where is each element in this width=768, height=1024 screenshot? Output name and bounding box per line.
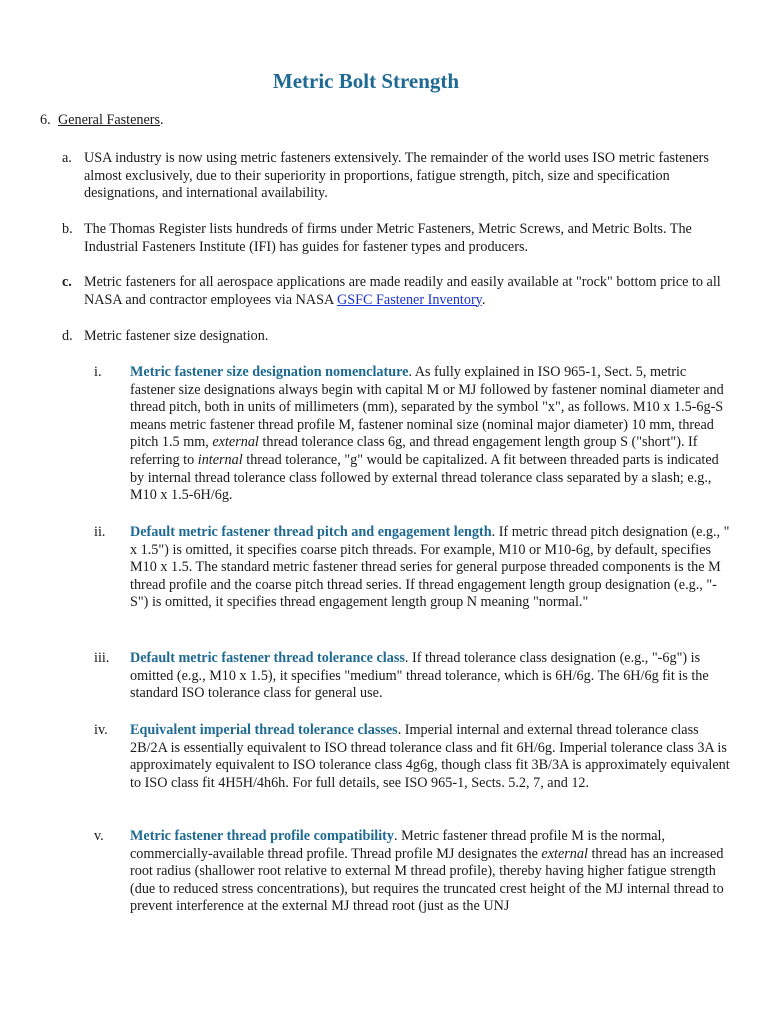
sub-item-text [130,828,734,916]
gsfc-fastener-inventory-link[interactable]: GSFC Fastener Inventory [336,291,482,308]
sub-item-text-part: . If thread tolerance class designation (e.g., "-6g") is omitted (e.g., M10 x 1.5), it specifies "medium" thread tolerance, which is 6H/6g. The 6H/6g fit is the standard ISO tolerance class for general use. [130,650,709,702]
sub-item-heading: Metric fastener thread profile compatibility [130,828,394,844]
sub-marker: i. [94,364,102,380]
sub-item-heading: Equivalent imperial thread tolerance classes [130,722,398,738]
sub-item-iii [94,650,734,703]
sub-item-text-part: . If metric thread pitch designation (e.g., " x 1.5") is omitted, it specifies coarse pitch threads. For example, M10 or M10-6g, by default, specifies M10 x 1.5. The standard metric fastener thread series for general purpose threaded components is the M thread profile and the coarse pitch thread series. If thread engagement length group designation (e.g., "-S") is omitted, it specifies thread engagement length group N meaning "normal." [130,524,730,611]
list-item-text-part: Metric fasteners for all aerospace applications are made readily and easily available at "rock" bottom price to all NASA and contractor employees via NASA [84,274,721,308]
sub-item-ii [94,524,734,612]
sub-item-text [130,524,734,612]
list-item-text: Metric fastener size designation. [84,328,269,344]
sub-item-i [94,364,734,505]
sub-item-text-part: . Imperial internal and external thread tolerance class 2B/2A is essentially equivalent to ISO thread tolerance class and fit 6H/6g. Imperial tolerance class 3A is approximately equivalent to ISO tolerance class 4g6g, though class fit 3B/3A is approximately equivalent to ISO class fit 4H5H/4h6h. For full details, see ISO 965-1, Sects. 5.2, 7, and 12. [130,722,730,791]
sub-marker: iii. [94,650,110,666]
list-marker: d. [62,328,73,344]
section-title: General Fasteners [58,112,161,128]
sub-item-heading: Default metric fastener thread tolerance class [130,650,405,666]
emphasis: external [541,845,588,862]
sub-item-text-part: . Metric fastener thread profile M is the normal, commercially-available thread profile. Thread profile MJ designates the [130,828,666,862]
sub-item-iv [94,722,734,792]
sub-item-text [130,722,734,792]
list-item-b [62,221,722,256]
list-item-c [62,274,722,309]
list-marker: c. [62,274,72,290]
sub-item-text [130,364,734,505]
emphasis: internal [197,451,243,468]
list-item-text: The Thomas Register lists hundreds of firms under Metric Fasteners, Metric Screws, and Metric Bolts. The Industrial Fasteners Institute (IFI) has guides for fastener types and producers. [84,221,692,255]
sub-item-text-part: . As fully explained in ISO 965-1, Sect. 5, metric fastener size designations always begin with capital M or MJ followed by fastener nominal diameter and thread pitch, both in units of millimeters (mm), separated by the symbol "x", as follows. M10 x 1.5-6g-S means metric fastener thread profile M, fastener nominal size (nominal major diameter) 10 mm, thread pitch 1.5 mm, [130,364,724,451]
sub-item-heading: Metric fastener size designation nomenclature [130,364,409,380]
sub-marker: ii. [94,524,106,540]
list-marker: a. [62,150,72,166]
sub-marker: iv. [94,722,108,738]
list-item-text-part: . [481,291,486,308]
list-marker: b. [62,221,73,237]
sub-item-text-part: thread tolerance class 6g, and thread engagement length group S ("short"). If referring to [130,434,698,468]
sub-item-v [94,828,734,916]
emphasis: external [212,434,259,451]
section-heading [40,112,164,130]
sub-item-text [130,650,734,703]
section-number: 6. [40,112,51,128]
page-title: Metric Bolt Strength [272,69,460,93]
sub-item-text-part: thread tolerance, "g" would be capitalized. A fit between threaded parts is indicated by internal thread tolerance class followed by external thread tolerance class separated by a slash; e.g., M10 x 1.5-6H/6g. [130,451,719,504]
list-item-d [62,328,722,346]
sub-item-text-part: thread has an increased root radius (shallower root relative to external M thread profile), thereby having higher fatigue strength (due to reduced stress concentrations), but requires the truncated crest height of the MJ internal thread to prevent interference at the external MJ thread root (just as the UNJ [130,845,724,915]
list-item-a [62,150,722,203]
list-item-text: USA industry is now using metric fasteners extensively. The remainder of the world uses ISO metric fasteners almost exclusively, due to their superiority in proportions, fatigue strength, pitch, size and specification designations, and international availability. [84,150,709,202]
sub-item-heading: Default metric fastener thread pitch and engagement length [130,524,492,540]
list-item-text [84,274,722,309]
section-period: . [160,112,164,128]
sub-marker: v. [94,828,104,844]
